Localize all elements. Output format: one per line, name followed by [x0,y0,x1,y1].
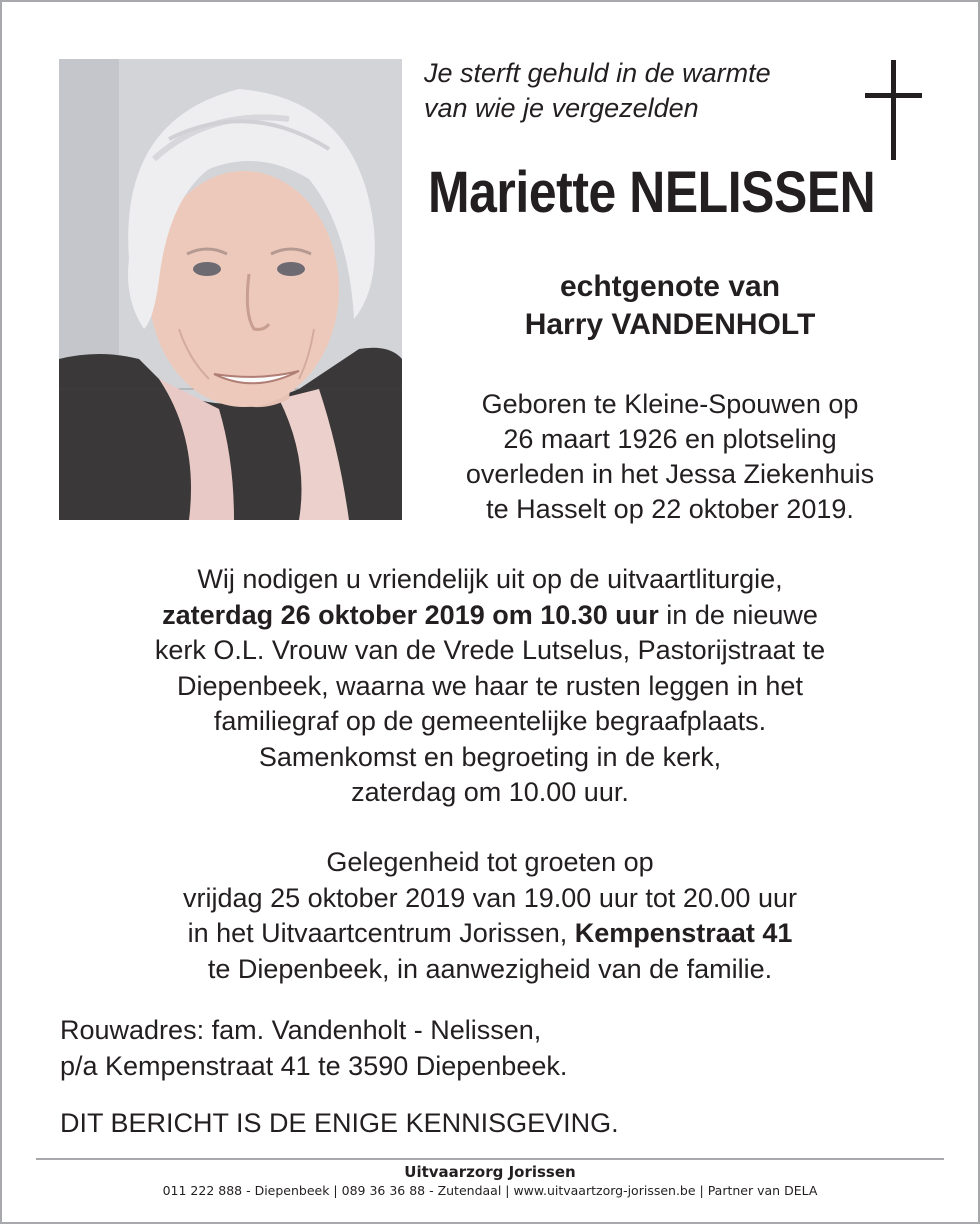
funeral-invitation [40,562,940,811]
visit-line-1: Gelegenheid tot groeten op [326,847,654,877]
visit-line-4: te Diepenbeek, in aanwezigheid van de familie. [207,953,773,984]
invite-line-1: Wij nodigen u vriendelijk uit op de uitvaartliturgie, [197,564,783,594]
deceased-name: Mariette NELISSEN [428,160,876,225]
address-line-2: p/a Kempenstraat 41 te 3590 Diepenbeek. [60,1051,568,1081]
funeral-datetime: zaterdag 26 oktober 2019 om 10.30 uur [162,599,659,630]
invite-line-2-rest: in de nieuwe [658,599,818,630]
motto-quote [424,56,854,126]
cross-icon [860,60,930,160]
funeral-company: Uitvaarzorg Jorissen [404,1163,576,1181]
portrait-illustration [59,59,402,520]
visit-address: Kempenstraat 41 [574,918,793,948]
born-line-4: te Hasselt op 22 oktober 2019. [486,494,854,524]
invite-line-7: zaterdag om 10.00 uur. [351,777,629,807]
born-line-3: overleden in het Jessa Ziekenhuis [465,459,875,489]
spouse-name: Harry VANDENHOLT [524,308,816,341]
invite-line-5: familiegraf op de gemeentelijke begraafplaats. [213,706,767,736]
invite-line-3: kerk O.L. Vrouw van de Vrede Lutselus, Pastorijstraat te [154,635,826,665]
invite-line-2 [40,598,940,634]
born-line-2: 26 maart 1926 en plotseling [503,424,837,454]
portrait-photo [59,59,402,520]
address-line-1: Rouwadres: fam. Vandenholt - Nelissen, [60,1015,542,1045]
invite-line-4: Diepenbeek, waarna we haar te rusten leggen in het [177,670,803,701]
sole-notice: DIT BERICHT IS DE ENIGE KENNISGEVING. [60,1108,619,1138]
footer-divider [36,1158,944,1160]
born-line-1: Geboren te Kleine-Spouwen op [481,389,859,419]
relation-label: echtgenote van [559,270,781,303]
mourning-address [60,1012,940,1084]
invite-line-6: Samenkomst en begroeting in de kerk, [258,741,722,772]
visit-line-3-start: in het Uitvaartcentrum Jorissen, [187,918,575,948]
visitation-info [40,845,940,987]
visit-line-3 [40,916,940,952]
funeral-company-contact: 011 222 888 - Diepenbeek | 089 36 36 88 - Zutendaal | www.uitvaartzorg-jorissen.be | Partner van DELA [162,1183,818,1198]
motto-line-1: Je sterft gehuld in de warmte [424,58,771,88]
visit-line-2: vrijdag 25 oktober 2019 van 19.00 uur tot 20.00 uur [183,882,797,913]
motto-line-2: van wie je vergezelden [424,93,699,123]
birth-death-info [400,387,940,527]
spouse-block [400,268,940,344]
